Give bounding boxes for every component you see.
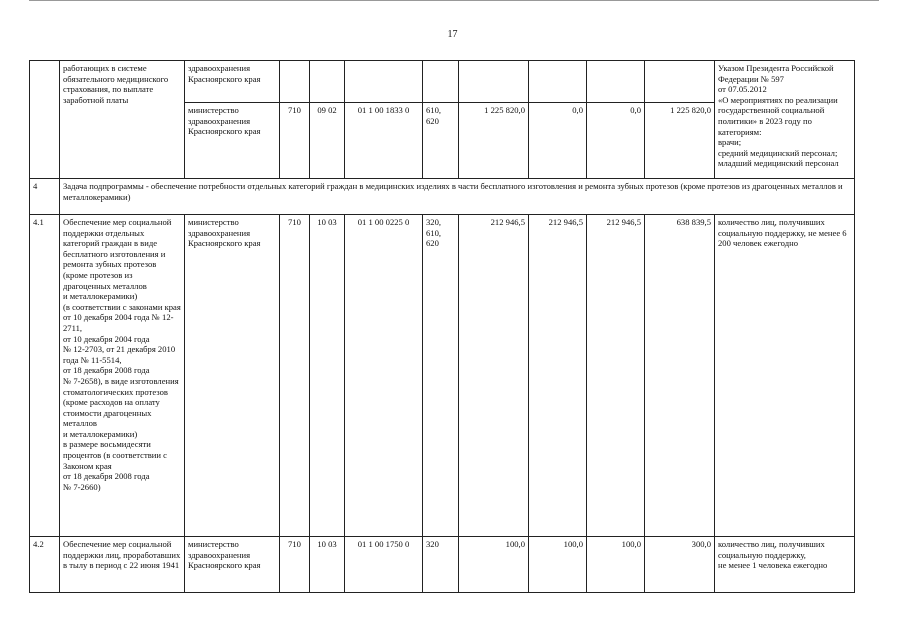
cell-grbs: 710 bbox=[280, 537, 310, 593]
cell-name: работающих в системе обязательного медицинского страхования, по выплате заработной платы bbox=[60, 61, 185, 179]
cell-rzpr: 09 02 bbox=[310, 103, 345, 179]
cell-2025: 212 946,5 bbox=[587, 215, 645, 537]
cell-2023: 212 946,5 bbox=[459, 215, 529, 537]
cell-num bbox=[30, 61, 60, 179]
cell-vr: 610, 620 bbox=[423, 103, 459, 179]
table-row-4-1 bbox=[30, 215, 855, 537]
cell-executor: здравоохранения Красноярского края bbox=[185, 61, 280, 103]
cell-name: Обеспечение мер социальной поддержки отдельных категорий граждан в виде бесплатного изготовления и ремонта зубных протезов (кроме протезов из драгоценных металлов и металлокерамики) (в соответствии с законами края от 10 декабря 2004 года № 12-2711, от 10 декабря 2004 года № 12-2703, от 21 декабря 2010 года № 11-5514, от 18 декабря 2008 года № 7-2658), в виде изготовления стоматологических протезов (кроме расходов на оплату стоимости драгоценных металлов и металлокерамики) в размере восьмидесяти процентов (в соответствии с Законом края от 18 декабря 2008 года № 7-2660) bbox=[60, 215, 185, 537]
cell-rzpr: 10 03 bbox=[310, 215, 345, 537]
cell-vr: 320 bbox=[423, 537, 459, 593]
budget-table bbox=[29, 60, 855, 593]
cell-2024: 100,0 bbox=[529, 537, 587, 593]
cell-2023: 1 225 820,0 bbox=[459, 103, 529, 179]
cell-total: 638 839,5 bbox=[645, 215, 715, 537]
cell-csr: 01 1 00 1833 0 bbox=[345, 103, 423, 179]
cell-executor: министерство здравоохранения Красноярского края bbox=[185, 103, 280, 179]
page-number: 17 bbox=[447, 29, 458, 40]
cell-rzpr: 10 03 bbox=[310, 537, 345, 593]
cell-num: 4.2 bbox=[30, 537, 60, 593]
cell-csr: 01 1 00 0225 0 bbox=[345, 215, 423, 537]
cell-csr: 01 1 00 1750 0 bbox=[345, 537, 423, 593]
cell-result: количество лиц, получивших социальную поддержку, не менее 1 человека ежегодно bbox=[715, 537, 855, 593]
cell-num: 4.1 bbox=[30, 215, 60, 537]
cell-name: Обеспечение мер социальной поддержки лиц, проработавших в тылу в период с 22 июня 1941 bbox=[60, 537, 185, 593]
cell-result: Указом Президента Российской Федерации № 597 от 07.05.2012 «О мероприятиях по реализации государственной социальной политики» в 2023 году по категориям: врачи; средний медицинский персонал; младший медицинский персонал bbox=[715, 61, 855, 179]
table-row-continuation-a bbox=[30, 61, 855, 103]
cell-2024: 0,0 bbox=[529, 103, 587, 179]
cell-task-text: Задача подпрограммы - обеспечение потребности отдельных категорий граждан в медицинских изделиях в части бесплатного изготовления и ремонта зубных протезов (кроме протезов из драгоценных металлов и металлокерамики) bbox=[60, 179, 855, 215]
cell-grbs: 710 bbox=[280, 215, 310, 537]
cell-2024: 212 946,5 bbox=[529, 215, 587, 537]
cell-2023: 100,0 bbox=[459, 537, 529, 593]
cell-2025: 100,0 bbox=[587, 537, 645, 593]
cell-executor: министерство здравоохранения Красноярского края bbox=[185, 215, 280, 537]
cell-vr: 320, 610, 620 bbox=[423, 215, 459, 537]
cell-total: 300,0 bbox=[645, 537, 715, 593]
cell-total: 1 225 820,0 bbox=[645, 103, 715, 179]
cell-num: 4 bbox=[30, 179, 60, 215]
cell-grbs: 710 bbox=[280, 103, 310, 179]
table-row-task-4 bbox=[30, 179, 855, 215]
top-edge-line bbox=[29, 0, 879, 1]
cell-executor: министерство здравоохранения Красноярского края bbox=[185, 537, 280, 593]
cell-2025: 0,0 bbox=[587, 103, 645, 179]
table-row-4-2 bbox=[30, 537, 855, 593]
cell-result: количество лиц, получивших социальную поддержку, не менее 6 200 человек ежегодно bbox=[715, 215, 855, 537]
